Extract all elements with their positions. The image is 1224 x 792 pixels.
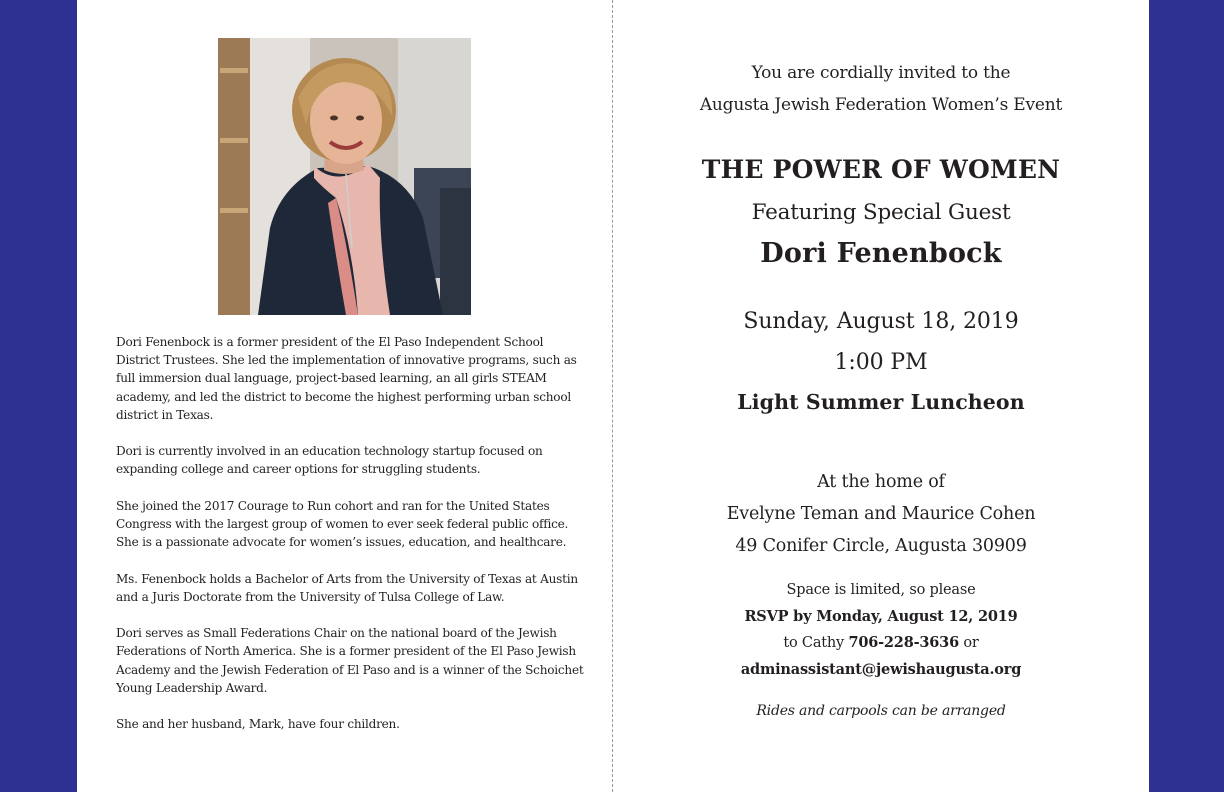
email-address[interactable]: adminassistant@jewishaugusta.org: [740, 661, 1022, 678]
invitation-panel: [613, 0, 1149, 792]
contact-line: [613, 634, 1149, 651]
portrait-photo-icon: [218, 38, 471, 315]
bio-paragraph: Dori is currently involved in an education technology startup focused on expanding college and career options for struggling students.: [116, 444, 543, 477]
rides-note: Rides and carpools can be arranged: [756, 703, 1006, 719]
invite-line-1: You are cordially invited to the: [751, 63, 1011, 83]
bio-paragraph: She joined the 2017 Courage to Run cohort and ran for the United States Congress with the largest group of women to ever seek federal public office. She is a passionate advocate for women’s issues, education, and healthcare.: [116, 498, 569, 550]
home-line-1: At the home of: [817, 472, 945, 492]
meal-line: Light Summer Luncheon: [737, 390, 1025, 414]
rsvp-deadline: RSVP by Monday, August 12, 2019: [744, 608, 1018, 625]
contact-prefix: to Cathy: [783, 635, 849, 651]
guest-name: Dori Fenenbock: [760, 238, 1002, 269]
rsvp-line: [613, 608, 1149, 625]
bio-paragraph: Ms. Fenenbock holds a Bachelor of Arts from the University of Texas at Austin and a Juris Doctorate from the University of Tulsa College of Law.: [116, 571, 578, 604]
event-title: THE POWER OF WOMEN: [701, 155, 1061, 184]
bio-paragraph: Dori Fenenbock is a former president of the El Paso Independent School District Trustees. She led the implementation of innovative programs, such as full immersion dual language, project-based learning, an all girls STEAM academy, and led the district to become the highest performing urban school district in Texas.: [116, 335, 577, 422]
address-line: 49 Conifer Circle, Augusta 30909: [735, 536, 1027, 556]
phone-number[interactable]: 706-228-3636: [848, 634, 959, 651]
bio-text: [116, 333, 586, 752]
space-line: Space is limited, so please: [786, 582, 976, 598]
bio-paragraph: She and her husband, Mark, have four children.: [116, 717, 400, 732]
email-line: [613, 661, 1149, 678]
home-line-2: Evelyne Teman and Maurice Cohen: [726, 504, 1036, 524]
invite-line-2: Augusta Jewish Federation Women’s Event: [699, 95, 1063, 115]
event-time: 1:00 PM: [834, 350, 928, 375]
featuring-line: Featuring Special Guest: [751, 200, 1011, 225]
event-date: Sunday, August 18, 2019: [743, 309, 1019, 334]
contact-suffix: or: [958, 635, 979, 651]
bio-paragraph: Dori serves as Small Federations Chair on the national board of the Jewish Federations of North America. She is a former president of the El Paso Jewish Academy and the Jewish Federation of El Paso and is a winner of the Schoichet Young Leadership Award.: [116, 626, 584, 695]
invitation-page: [77, 0, 1149, 792]
